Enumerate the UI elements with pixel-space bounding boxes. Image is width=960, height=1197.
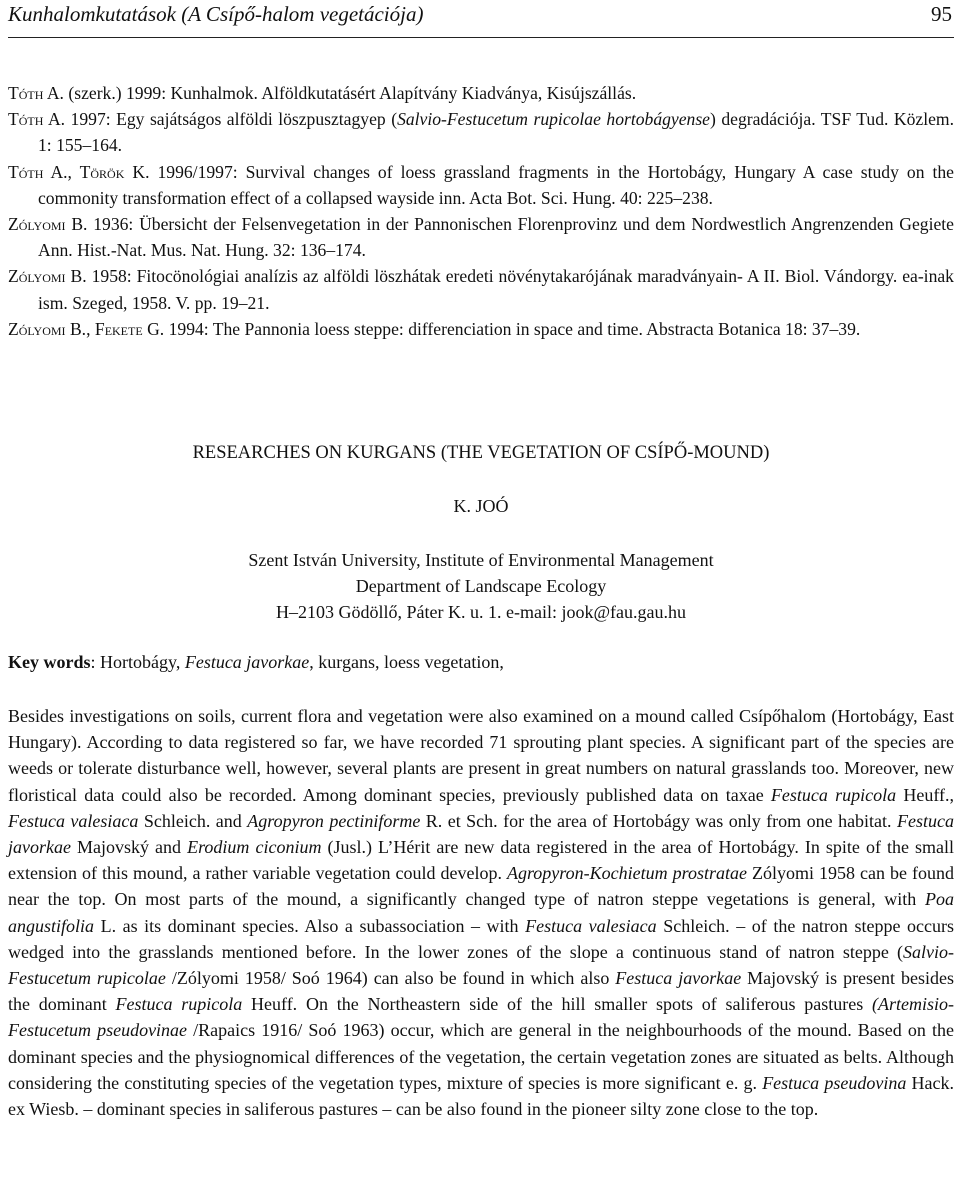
running-header <box>8 2 954 28</box>
keywords: Key words: Hortobágy, Festuca javorkae, kurgans, loess vegetation, <box>8 652 504 672</box>
reference-item: Zólyomi B. 1936: Übersicht der Felsenvegetation in der Pannonischen Florenprovinz und dem Nordwestlich Angrenzenden Gegiete Ann. Hist.-Nat. Mus. Nat. Hung. 32: 136–174. <box>8 214 954 261</box>
keywords-label: Key words <box>8 652 91 672</box>
running-title: Kunhalomkutatások (A Csípő-halom vegetációja) <box>8 2 424 26</box>
reference-item: Zólyomi B. 1958: Fitocönológiai analízis az alföldi löszhátak eredeti növénytakarójának maradványain- A II. Biol. Vándorgy. ea-inak ism. Szeged, 1958. V. pp. 19–21. <box>8 266 954 313</box>
article-title: RESEARCHES ON KURGANS (THE VEGETATION OF CSÍPŐ-MOUND) <box>192 443 770 463</box>
author-affiliation <box>8 547 954 625</box>
header-rule <box>8 37 954 38</box>
reference-item: Zólyomi B., Fekete G. 1994: The Pannonia loess steppe: differenciation in space and time. Abstracta Botanica 18: 37–39. <box>8 318 861 339</box>
abstract-paragraph: Besides investigations on soils, current flora and vegetation were also examined on a mound called Csípőhalom (Hortobágy, East Hungary). According to data registered so far, we have recorded 71 sprouting plant species. A significant part of the species are weeds or tolerate disturbance well, however, several plants are present in great numbers on natural grasslands too. Moreover, new floristical data could also be recorded. Among dominant species, previously published data on taxae Festuca rupicola Heuff., Festuca valesiaca Schleich. and Agropyron pectiniforme R. et Sch. for the area of Hortobágy was only from one habitat. Festuca javorkae Majovský and Erodium ciconium (Jusl.) L’Hérit are new data registered in the area of Hortobágy. In spite of the small extension of this mound, a rather variable vegetation could develop. Agropyron-Kochietum prostratae Zólyomi 1958 can be found near the top. On most parts of the mound, a significantly changed type of natron steppe vegetations is general, with Poa angustifolia L. as its dominant species. Also a subassociation – with Festuca valesiaca Schleich. – of the natron steppe occurs wedged into the grasslands mentioned before. In the lower zones of the slope a continuous stand of natron steppe (Salvio-Festucetum rupicolae /Zólyomi 1958/ Soó 1964) can also be found in which also Festuca javorkae Majovský is present besides the dominant Festuca rupicola Heuff. On the Northeastern side of the hill smaller spots of saliferous pastures (Artemisio-Festucetum pseudovinae /Rapaics 1916/ Soó 1963) occur, which are general in the neighbourhoods of the mound. Based on the dominant species and the physiognomical differences of the vegetation, the certain vegetation zones are situated as belts. Although considering the constituting species of the vegetation types, mixture of species is more significant e. g. Festuca pseudovina Hack. ex Wiesb. – dominant species in saliferous pastures – can be also found in the pioneer silty zone close to the top. <box>8 706 955 1120</box>
article-author: K. JOÓ <box>453 496 509 516</box>
reference-item: Tóth A. 1997: Egy sajátságos alföldi löszpusztagyep (Salvio-Festucetum rupicolae hortobágyense) degradációja. TSF Tud. Közlem. 1: 155–164. <box>8 109 954 156</box>
reference-item: Tóth A., Török K. 1996/1997: Survival changes of loess grassland fragments in the Hortobágy, Hungary A case study on the commonity transformation effect of a collapsed wayside inn. Acta Bot. Sci. Hung. 40: 225–238. <box>8 161 954 208</box>
affiliation-line: H–2103 Gödöllő, Páter K. u. 1. e-mail: jook@fau.gau.hu <box>275 602 686 622</box>
affiliation-line: Department of Landscape Ecology <box>355 576 607 596</box>
reference-item: Tóth A. (szerk.) 1999: Kunhalmok. Alföldkutatásért Alapítvány Kiadványa, Kisújszállás. <box>8 83 637 103</box>
reference-list <box>8 80 954 342</box>
affiliation-line: Szent István University, Institute of Environmental Management <box>248 550 714 570</box>
page-number: 95 <box>931 2 952 26</box>
